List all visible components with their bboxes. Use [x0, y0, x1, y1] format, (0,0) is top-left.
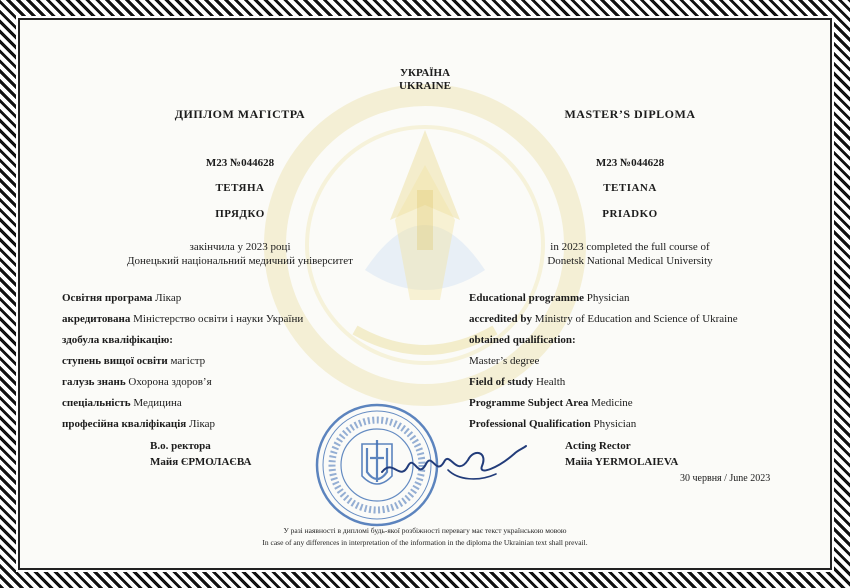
last-name-uk: ПРЯДКО [215, 208, 265, 220]
field-label-en: Field of study [469, 376, 534, 388]
field-line-en [469, 376, 565, 389]
area-value-en: Medicine [588, 397, 633, 409]
professional-line-uk [62, 418, 215, 431]
footer-note-en: In case of any differences in interpretation of the information in the diploma the Ukrainian text shall prevail. [262, 538, 588, 547]
completed-text-en: in 2023 completed the full course of [550, 241, 710, 253]
area-line-en [469, 397, 633, 410]
diploma-title-uk: ДИПЛОМ МАГІСТРА [174, 107, 306, 121]
programme-line-en [469, 292, 630, 305]
accredited-label-en: accredited by [469, 313, 533, 325]
diploma-number-uk: М23 №044628 [205, 157, 275, 169]
degree-value-uk: магістр [167, 355, 206, 367]
first-name-uk: ТЕТЯНА [215, 182, 265, 194]
country-title-en: UKRAINE [399, 80, 451, 92]
first-name-en: TETIANA [603, 182, 657, 194]
accredited-line-en [469, 313, 738, 326]
programme-label-uk: Освітня програма [62, 292, 153, 304]
last-name-en: PRIADKO [602, 208, 658, 220]
issue-date: 30 червня / June 2023 [680, 473, 771, 484]
accredited-label-uk: акредитована [62, 313, 131, 325]
rector-signature [378, 440, 528, 490]
accredited-value-en: Ministry of Education and Science of Ukraine [532, 313, 738, 325]
field-value-en: Health [533, 376, 566, 388]
accredited-value-uk: Міністерство освіти і науки України [130, 313, 304, 325]
area-label-en: Programme Subject Area [469, 397, 589, 409]
professional-label-en: Professional Qualification [469, 418, 591, 430]
specialty-line-uk [62, 397, 182, 410]
university-uk: Донецький національний медичний університет [127, 255, 353, 267]
field-label-uk: галузь знань [62, 376, 126, 388]
programme-label-en: Educational programme [469, 292, 584, 304]
rector-name-en: Maiia YERMOLAIEVA [565, 456, 679, 468]
degree-value-en: Master’s degree [469, 355, 540, 367]
university-en: Donetsk National Medical University [547, 255, 713, 267]
programme-value-uk: Лікар [152, 292, 182, 304]
country-title-uk: УКРАЇНА [399, 67, 451, 79]
specialty-label-uk: спеціальність [62, 397, 131, 409]
field-line-uk [62, 376, 212, 389]
specialty-value-uk: Медицина [130, 397, 182, 409]
rector-name-uk: Майя ЄРМОЛАЄВА [150, 456, 252, 468]
degree-label-uk: ступень вищої освіти [62, 355, 168, 367]
diploma-number-en: М23 №044628 [595, 157, 665, 169]
diploma-title-en: MASTER’S DIPLOMA [564, 107, 696, 121]
obtained-label-uk: здобула кваліфікацію: [62, 334, 173, 346]
professional-line-en [469, 418, 636, 431]
rector-title-uk: В.о. ректора [150, 440, 211, 452]
professional-value-en: Physician [590, 418, 637, 430]
rector-title-en: Acting Rector [565, 440, 631, 452]
obtained-label-en: obtained qualification: [469, 334, 576, 346]
professional-label-uk: професійна кваліфікація [62, 418, 187, 430]
field-value-uk: Охорона здоров’я [125, 376, 212, 388]
degree-line-uk [62, 355, 205, 368]
programme-value-en: Physician [584, 292, 630, 304]
accredited-line-uk [62, 313, 303, 326]
completed-text-uk: закінчила у 2023 році [189, 241, 291, 253]
footer-note-uk: У разі наявності в дипломі будь-якої розбіжності перевагу має текст українською мовою [283, 526, 567, 535]
programme-line-uk [62, 292, 181, 305]
professional-value-uk: Лікар [186, 418, 216, 430]
